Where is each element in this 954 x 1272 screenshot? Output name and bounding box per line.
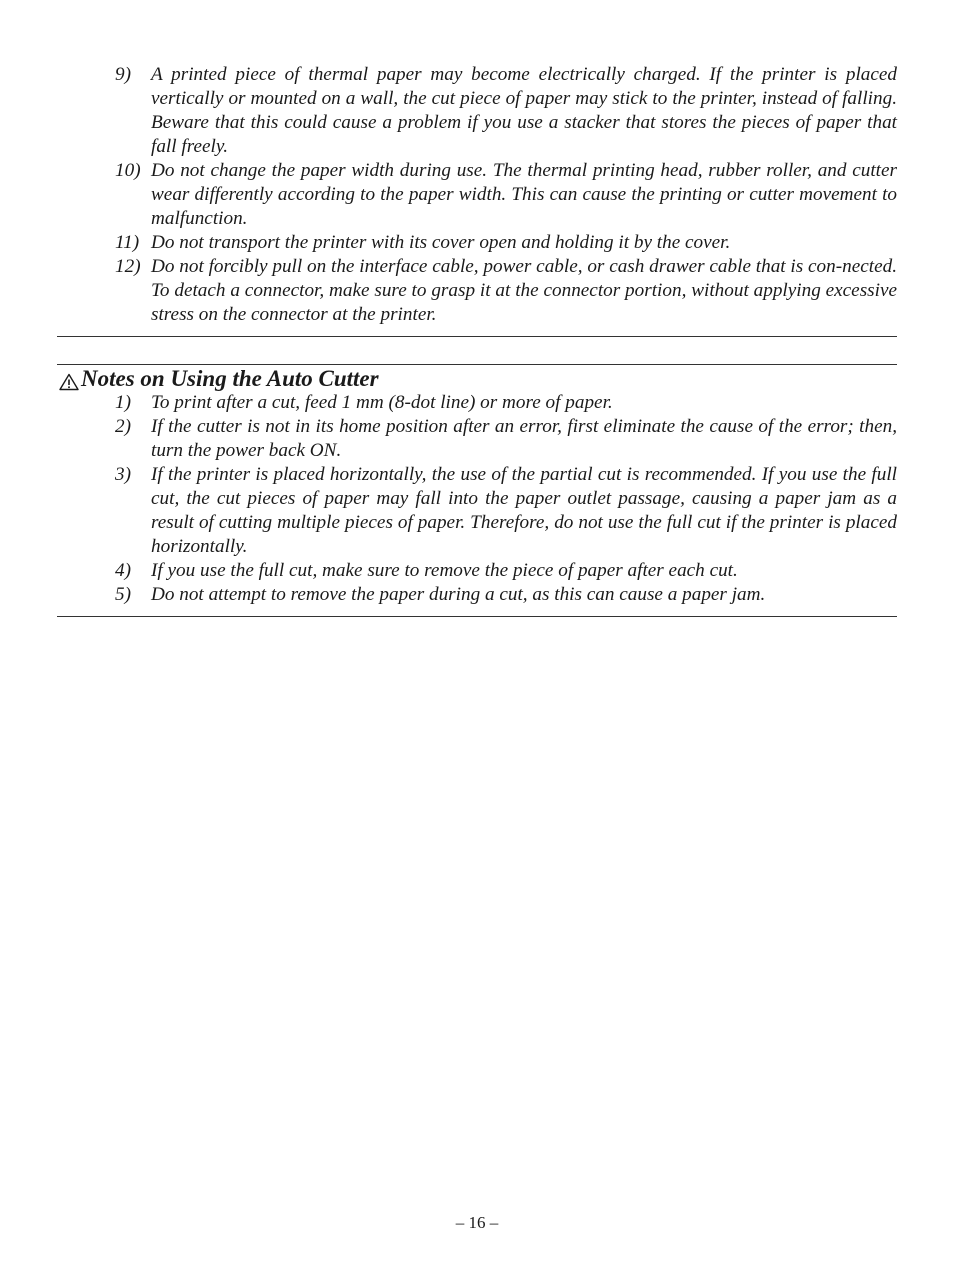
list-item <box>0 255 954 327</box>
list-item <box>0 583 954 607</box>
list-item <box>0 63 954 159</box>
item-number: 9) <box>115 64 131 85</box>
item-number: 4) <box>115 560 131 581</box>
list-item <box>0 391 954 415</box>
item-text: Do not attempt to remove the paper during a cut, as this can cause a paper jam. <box>151 584 766 605</box>
list-item <box>0 415 954 463</box>
item-number: 3) <box>115 464 131 485</box>
item-text: To print after a cut, feed 1 mm (8-dot line) or more of paper. <box>151 392 613 413</box>
item-text: Do not change the paper width during use. The thermal printing head, rubber roller, and cutter wear differently according to the paper width. This can cause the printing or cutter movement to malfunction. <box>151 160 897 229</box>
section-divider <box>57 336 897 337</box>
list-item <box>0 159 954 231</box>
list-item <box>0 559 954 583</box>
item-text: Do not forcibly pull on the interface cable, power cable, or cash drawer cable that is con-nected. To detach a connector, make sure to grasp it at the connector portion, without applying excessive stress on the connector at the printer. <box>151 256 897 325</box>
item-number: 1) <box>115 392 131 413</box>
item-text: If you use the full cut, make sure to remove the piece of paper after each cut. <box>151 560 738 581</box>
auto-cutter-notes-list <box>0 391 954 607</box>
item-number: 5) <box>115 584 131 605</box>
item-text: A printed piece of thermal paper may become electrically charged. If the printer is placed vertically or mounted on a wall, the cut piece of paper may stick to the printer, instead of falling. Beware that this could cause a problem if you use a stacker that stores the pieces of paper that fall freely. <box>151 64 897 157</box>
item-number: 2) <box>115 416 131 437</box>
item-text: If the cutter is not in its home position after an error, first eliminate the cause of the error; then, turn the power back ON. <box>151 416 897 461</box>
page-number: – 16 – <box>455 1213 499 1232</box>
item-number: 12) <box>115 256 141 277</box>
item-number: 10) <box>115 160 141 181</box>
item-text: If the printer is placed horizontally, the use of the partial cut is recommended. If you use the full cut, the cut pieces of paper may fall into the paper outlet passage, causing a paper jam as a result of cutting multiple pieces of paper. Therefore, do not use the full cut if the printer is placed horizontally. <box>151 464 897 557</box>
section-divider <box>57 616 897 617</box>
section-title: Notes on Using the Auto Cutter <box>81 366 379 391</box>
list-item <box>0 231 954 255</box>
warning-triangle-icon <box>59 370 79 388</box>
item-text: Do not transport the printer with its cover open and holding it by the cover. <box>151 232 731 253</box>
section-heading <box>59 365 379 393</box>
notes-list-continued <box>0 63 954 327</box>
list-item <box>0 463 954 559</box>
item-number: 11) <box>115 232 140 253</box>
